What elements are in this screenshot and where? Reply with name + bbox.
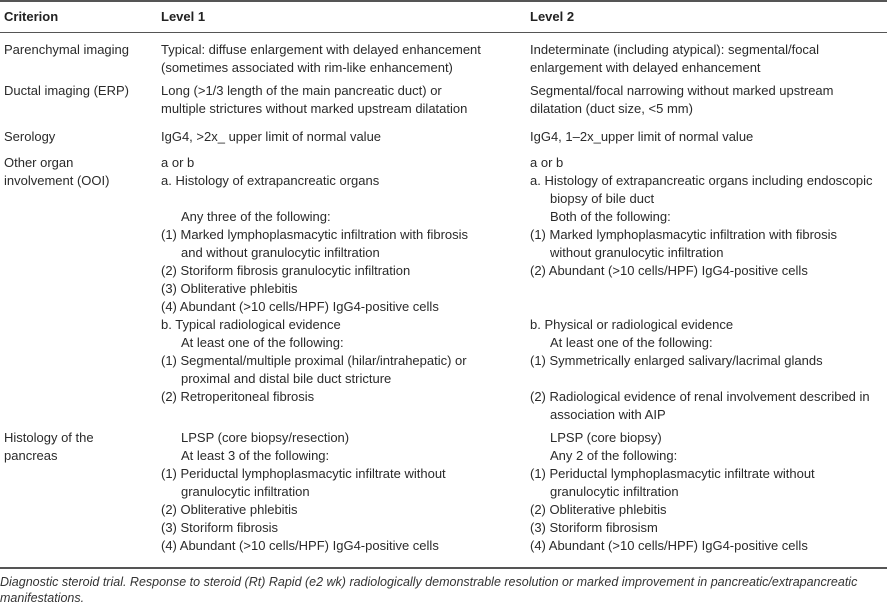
cell-line: (3) Storiform fibrosis <box>161 520 279 535</box>
cell-line: Indeterminate (including atypical): segmental/focal <box>530 42 820 57</box>
cell-level2 <box>530 154 873 424</box>
header-level-2: Level 2 <box>530 9 575 24</box>
cell-line: (1) Symmetrically enlarged salivary/lacrimal glands <box>530 353 823 368</box>
cell-line: a. Histology of extrapancreatic organs including endoscopic <box>530 173 873 188</box>
cell-line: LPSP (core biopsy) <box>550 430 662 445</box>
cell-line: without granulocytic infiltration <box>550 245 724 260</box>
cell-line: (2) Abundant (>10 cells/HPF) IgG4-positive cells <box>530 263 808 278</box>
cell-line: enlargement with delayed enhancement <box>530 60 761 75</box>
cell-level1 <box>161 41 481 77</box>
cell-criterion <box>4 82 129 100</box>
cell-line: (2) Obliterative phlebitis <box>530 502 667 517</box>
cell-criterion <box>4 429 94 465</box>
cell-line: granulocytic infiltration <box>550 484 679 499</box>
cell-line: (1) Periductal lymphoplasmacytic infiltrate without <box>161 466 446 481</box>
cell-line: (2) Radiological evidence of renal involvement described in <box>530 389 870 404</box>
cell-line: At least one of the following: <box>181 335 344 350</box>
cell-line: (1) Periductal lymphoplasmacytic infiltrate without <box>530 466 815 481</box>
cell-line: At least 3 of the following: <box>181 448 330 463</box>
cell-line: a or b <box>161 155 195 170</box>
cell-line: (3) Storiform fibrosism <box>530 520 658 535</box>
cell-line: pancreas <box>4 448 58 463</box>
header-criterion: Criterion <box>4 9 59 24</box>
bottom-rule <box>0 567 887 569</box>
cell-level1 <box>161 429 446 555</box>
cell-line <box>530 298 873 316</box>
cell-line: (sometimes associated with rim-like enhancement) <box>161 60 453 75</box>
cell-line: Other organ <box>4 155 74 170</box>
cell-line: IgG4, >2x_ upper limit of normal value <box>161 129 382 144</box>
cell-line: association with AIP <box>550 407 666 422</box>
cell-line: Parenchymal imaging <box>4 42 130 57</box>
header-level-1: Level 1 <box>161 9 206 24</box>
cell-line: (2) Obliterative phlebitis <box>161 502 298 517</box>
cell-line: involvement (OOI) <box>4 173 110 188</box>
cell-line: LPSP (core biopsy/resection) <box>181 430 350 445</box>
cell-line: IgG4, 1–2x_upper limit of normal value <box>530 129 754 144</box>
cell-line: biopsy of bile duct <box>550 191 655 206</box>
cell-line: Serology <box>4 129 56 144</box>
top-rule <box>0 0 887 2</box>
cell-line: (1) Marked lymphoplasmacytic infiltration with fibrosis <box>530 227 838 242</box>
cell-line: Ductal imaging (ERP) <box>4 83 129 98</box>
cell-line: (4) Abundant (>10 cells/HPF) IgG4-positive cells <box>530 538 808 553</box>
cell-line <box>161 190 468 208</box>
cell-level1 <box>161 82 467 118</box>
cell-level1 <box>161 128 381 146</box>
cell-level2 <box>530 429 815 555</box>
cell-line: dilatation (duct size, <5 mm) <box>530 101 693 116</box>
cell-line: b. Physical or radiological evidence <box>530 317 734 332</box>
cell-line: (4) Abundant (>10 cells/HPF) IgG4-positive cells <box>161 299 439 314</box>
cell-line: granulocytic infiltration <box>181 484 310 499</box>
cell-line <box>530 370 873 388</box>
cell-line: Any three of the following: <box>181 209 331 224</box>
cell-line: and without granulocytic infiltration <box>181 245 380 260</box>
table-footnote: Diagnostic steroid trial. Response to steroid (Rt) Rapid (e2 wk) radiologically demonstrable resolution or marked improvement in pancreatic/extrapancreatic manifestations. <box>0 575 858 605</box>
cell-line: (4) Abundant (>10 cells/HPF) IgG4-positive cells <box>161 538 439 553</box>
cell-line: a. Histology of extrapancreatic organs <box>161 173 380 188</box>
cell-line: (2) Storiform fibrosis granulocytic infiltration <box>161 263 411 278</box>
cell-line <box>530 280 873 298</box>
cell-line: a or b <box>530 155 564 170</box>
cell-line: (3) Obliterative phlebitis <box>161 281 298 296</box>
cell-level1 <box>161 154 468 406</box>
cell-line: multiple strictures without marked upstream dilatation <box>161 101 468 116</box>
cell-line: At least one of the following: <box>550 335 713 350</box>
cell-criterion <box>4 41 129 59</box>
cell-level2 <box>530 41 819 77</box>
cell-line: b. Typical radiological evidence <box>161 317 341 332</box>
cell-line: (2) Retroperitoneal fibrosis <box>161 389 315 404</box>
cell-line: Segmental/focal narrowing without marked upstream <box>530 83 834 98</box>
cell-level2 <box>530 128 753 146</box>
cell-line: proximal and distal bile duct stricture <box>181 371 392 386</box>
cell-level2 <box>530 82 833 118</box>
cell-line: Histology of the <box>4 430 94 445</box>
cell-line: Long (>1/3 length of the main pancreatic duct) or <box>161 83 442 98</box>
cell-line: Both of the following: <box>550 209 671 224</box>
cell-criterion <box>4 154 109 190</box>
header-rule <box>0 32 887 33</box>
cell-line: (1) Marked lymphoplasmacytic infiltration with fibrosis <box>161 227 469 242</box>
cell-line: Typical: diffuse enlargement with delayed enhancement <box>161 42 481 57</box>
cell-line: (1) Segmental/multiple proximal (hilar/intrahepatic) or <box>161 353 467 368</box>
cell-criterion <box>4 128 55 146</box>
cell-line: Any 2 of the following: <box>550 448 678 463</box>
